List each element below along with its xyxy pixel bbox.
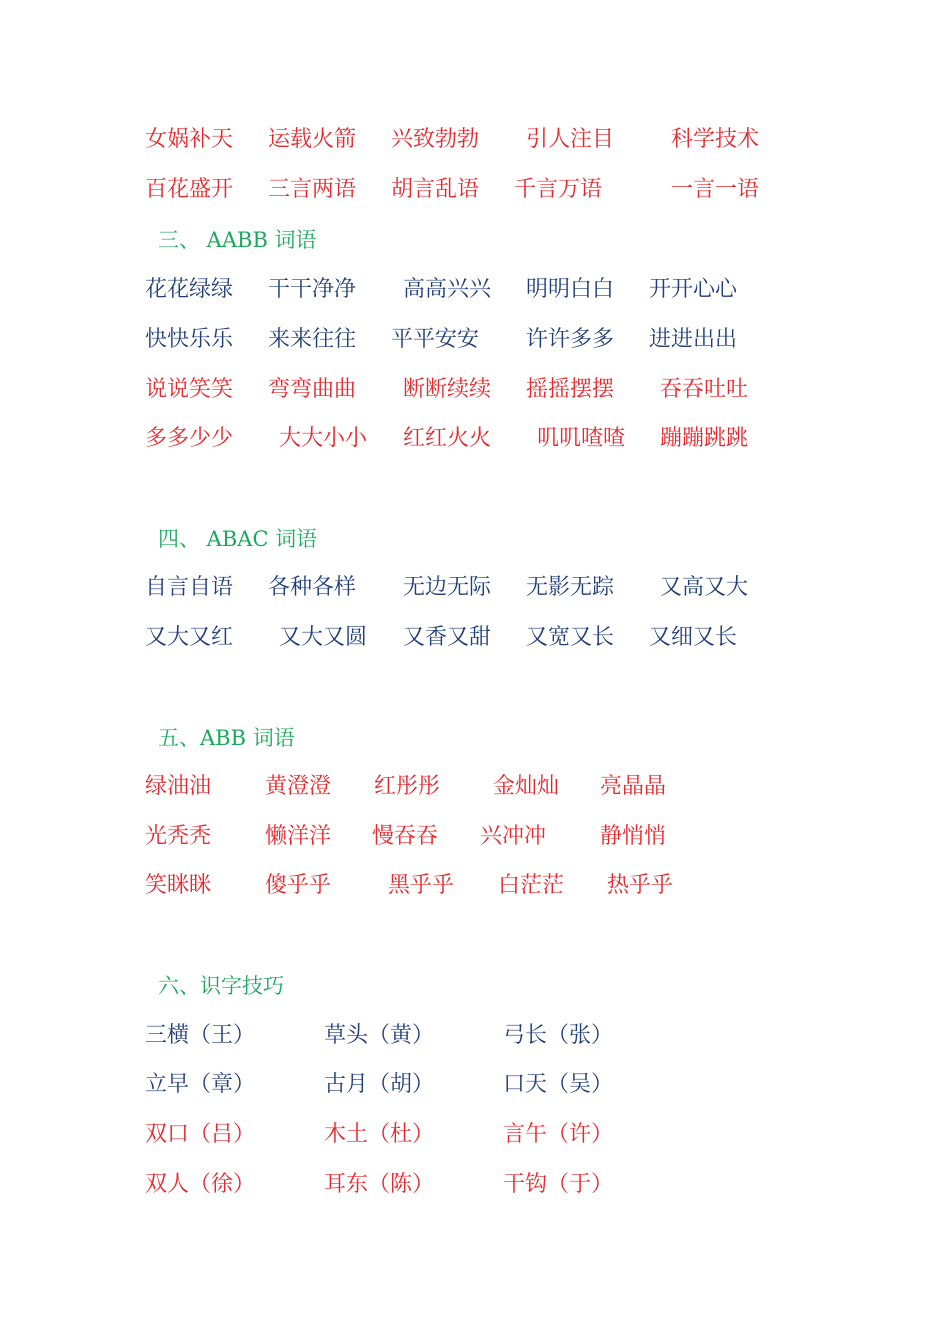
word: 无影无踪 <box>526 575 615 600</box>
word: 红红火火 <box>403 426 492 451</box>
word: 金灿灿 <box>493 774 560 799</box>
word: 叽叽喳喳 <box>537 426 626 451</box>
word: 静悄悄 <box>600 824 667 849</box>
word: 弓长（张） <box>503 1023 614 1048</box>
word: 又大又红 <box>145 625 234 650</box>
word: 多多少少 <box>145 426 234 451</box>
word: 言午（许） <box>503 1122 614 1147</box>
word: 大大小小 <box>279 426 368 451</box>
word: 兴冲冲 <box>480 824 547 849</box>
word: 白茫茫 <box>498 873 565 898</box>
aabb-row <box>0 375 950 405</box>
word: 开开心心 <box>649 277 738 302</box>
word: 黑乎乎 <box>388 873 455 898</box>
word: 耳东（陈） <box>324 1172 435 1197</box>
abb-row <box>0 772 950 802</box>
word: 无边无际 <box>403 575 492 600</box>
word: 蹦蹦跳跳 <box>660 426 749 451</box>
word: 自言自语 <box>145 575 234 600</box>
word: 绿油油 <box>145 774 212 799</box>
abac-row <box>0 623 950 653</box>
word: 亮晶晶 <box>600 774 667 799</box>
aabb-row <box>0 424 950 454</box>
word: 花花绿绿 <box>145 277 234 302</box>
word: 胡言乱语 <box>391 177 480 202</box>
aabb-row <box>0 275 950 305</box>
word: 百花盛开 <box>145 177 234 202</box>
idiom-row <box>0 125 950 155</box>
word: 各种各样 <box>268 575 357 600</box>
word: 光秃秃 <box>145 824 212 849</box>
section-heading-literacy: 六、识字技巧 <box>158 974 284 998</box>
abb-row <box>0 871 950 901</box>
literacy-row <box>0 1170 950 1200</box>
section-heading-abb: 五、ABB 词语 <box>158 726 295 750</box>
word: 又大又圆 <box>279 625 368 650</box>
word: 口天（吴） <box>503 1072 614 1097</box>
word: 许许多多 <box>526 327 615 352</box>
word: 又香又甜 <box>403 625 492 650</box>
literacy-row <box>0 1120 950 1150</box>
word: 双口（吕） <box>145 1122 256 1147</box>
word: 来来往往 <box>268 327 357 352</box>
word: 高高兴兴 <box>403 277 492 302</box>
word: 红彤彤 <box>374 774 441 799</box>
word: 干钩（于） <box>503 1172 614 1197</box>
section-heading-aabb: 三、 AABB 词语 <box>158 228 317 252</box>
word: 断断续续 <box>403 377 492 402</box>
word: 懒洋洋 <box>265 824 332 849</box>
word: 科学技术 <box>671 127 760 152</box>
word: 引人注目 <box>526 127 615 152</box>
word: 三横（王） <box>145 1023 256 1048</box>
word: 运载火箭 <box>268 127 357 152</box>
word: 千言万语 <box>514 177 603 202</box>
word: 干干净净 <box>268 277 357 302</box>
word: 说说笑笑 <box>145 377 234 402</box>
word: 傻乎乎 <box>265 873 332 898</box>
word: 一言一语 <box>671 177 760 202</box>
abb-row <box>0 822 950 852</box>
word: 草头（黄） <box>324 1023 435 1048</box>
word: 双人（徐） <box>145 1172 256 1197</box>
word: 吞吞吐吐 <box>660 377 749 402</box>
abac-row <box>0 573 950 603</box>
word: 又宽又长 <box>526 625 615 650</box>
word: 进进出出 <box>649 327 738 352</box>
word: 古月（胡） <box>324 1072 435 1097</box>
word: 木土（杜） <box>324 1122 435 1147</box>
idiom-row <box>0 175 950 205</box>
literacy-row <box>0 1070 950 1100</box>
section-heading-abac: 四、 ABAC 词语 <box>158 527 318 551</box>
word: 笑眯眯 <box>145 873 212 898</box>
aabb-row <box>0 325 950 355</box>
literacy-row <box>0 1021 950 1051</box>
word: 明明白白 <box>526 277 615 302</box>
word: 兴致勃勃 <box>391 127 480 152</box>
word: 又细又长 <box>649 625 738 650</box>
word: 慢吞吞 <box>372 824 439 849</box>
word: 摇摇摆摆 <box>526 377 615 402</box>
word: 女娲补天 <box>145 127 234 152</box>
word: 快快乐乐 <box>145 327 234 352</box>
word: 又高又大 <box>660 575 749 600</box>
word: 弯弯曲曲 <box>268 377 357 402</box>
word: 三言两语 <box>268 177 357 202</box>
word: 黄澄澄 <box>265 774 332 799</box>
word: 平平安安 <box>391 327 480 352</box>
word: 立早（章） <box>145 1072 256 1097</box>
word: 热乎乎 <box>607 873 674 898</box>
